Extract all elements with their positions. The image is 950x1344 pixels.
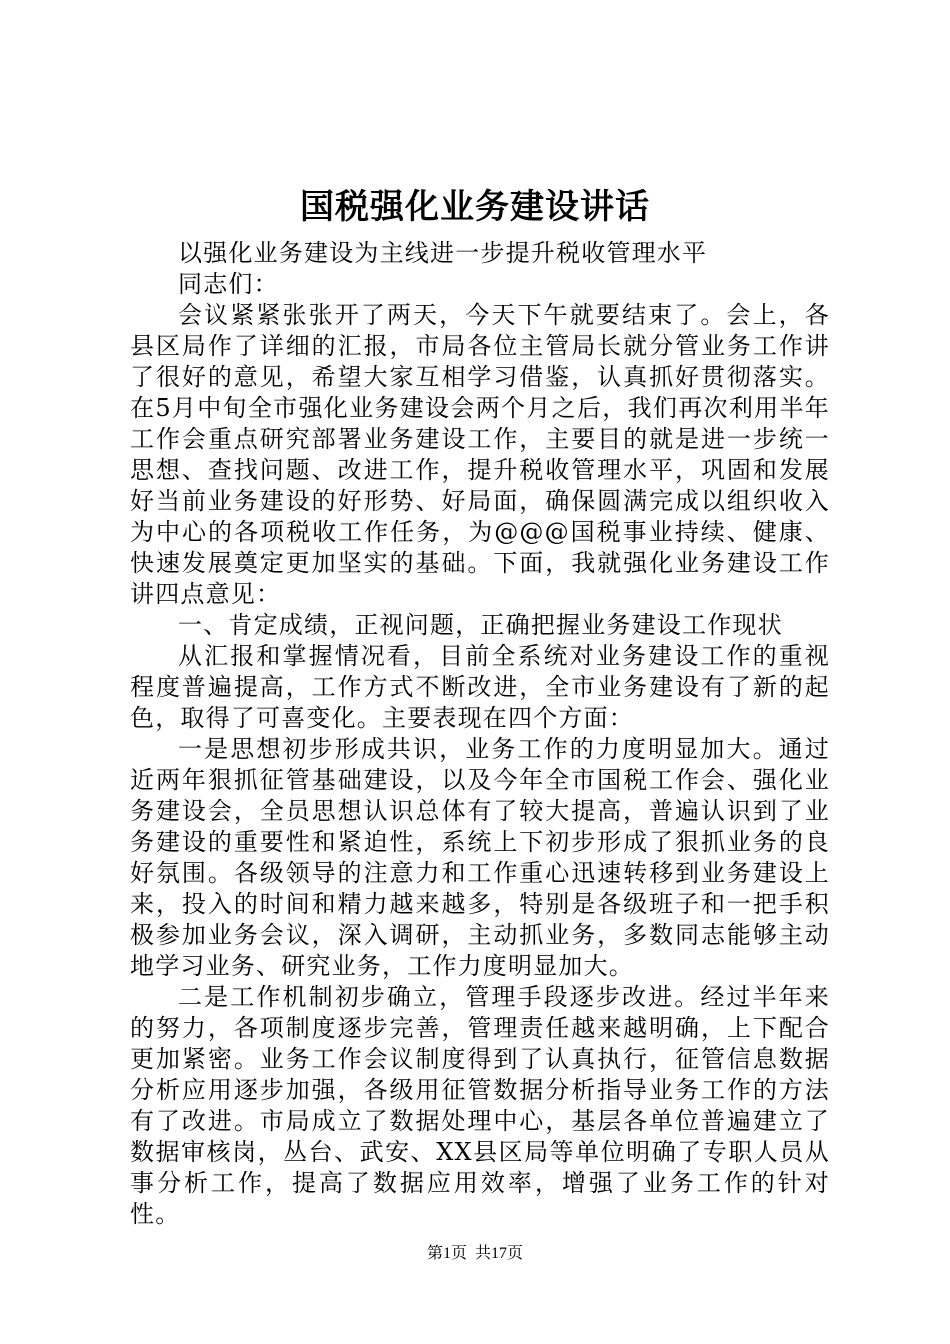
- document-body: [130, 238, 830, 1230]
- body-paragraph: 二是工作机制初步确立，管理手段逐步改进。经过半年来的努力，各项制度逐步完善，管理责任越来越明确，上下配合更加紧密。业务工作会议制度得到了认真执行，征管信息数据分析应用逐步加强，各级用征管数据分析指导业务工作的方法有了改进。市局成立了数据处理中心，基层各单位普遍建立了数据审核岗，丛台、武安、XX县区局等单位明确了专职人员从事分析工作，提高了数据应用效率，增强了业务工作的针对性。: [130, 983, 830, 1228]
- body-paragraph: 从汇报和掌握情况看，目前全系统对业务建设工作的重视程度普遍提高，工作方式不断改进，全市业务建设有了新的起色，取得了可喜变化。主要表现在四个方面：: [130, 642, 830, 732]
- document-title: 国税强化业务建设讲话: [300, 187, 650, 227]
- page-footer: [0, 1243, 950, 1265]
- page-number: 第1页 共17页: [426, 1245, 523, 1262]
- salutation-paragraph: 同志们：: [178, 270, 279, 298]
- intro-paragraph: 会议紧紧张张开了两天，今天下午就要结束了。会上，各县区局作了详细的汇报，市局各位主管局长就分管业务工作讲了很好的意见，希望大家互相学习借鉴，认真抓好贯彻落实。在5月中旬全市强化业务建设会两个月之后，我们再次利用半年工作会重点研究部署业务建设工作，主要目的就是进一步统一思想、查找问题、改进工作，提升税收管理水平，巩固和发展好当前业务建设的好形势、好局面，确保圆满完成以组织收入为中心的各项税收工作任务，为@@@国税事业持续、健康、快速发展奠定更加坚实的基础。下面，我就强化业务建设工作讲四点意见：: [130, 301, 830, 608]
- body-paragraph: 一是思想初步形成共识，业务工作的力度明显加大。通过近两年狠抓征管基础建设，以及今年全市国税工作会、强化业务建设会，全员思想认识总体有了较大提高，普遍认识到了业务建设的重要性和紧迫性，系统上下初步形成了狠抓业务的良好氛围。各级领导的注意力和工作重心迅速转移到业务建设上来，投入的时间和精力越来越多，特别是各级班子和一把手积极参加业务会议，深入调研，主动抓业务，多数同志能够主动地学习业务、研究业务，工作力度明显加大。: [130, 735, 830, 980]
- section-heading: 一、肯定成绩，正视问题，正确把握业务建设工作现状: [178, 611, 783, 639]
- subtitle-paragraph: 以强化业务建设为主线进一步提升税收管理水平: [178, 239, 708, 267]
